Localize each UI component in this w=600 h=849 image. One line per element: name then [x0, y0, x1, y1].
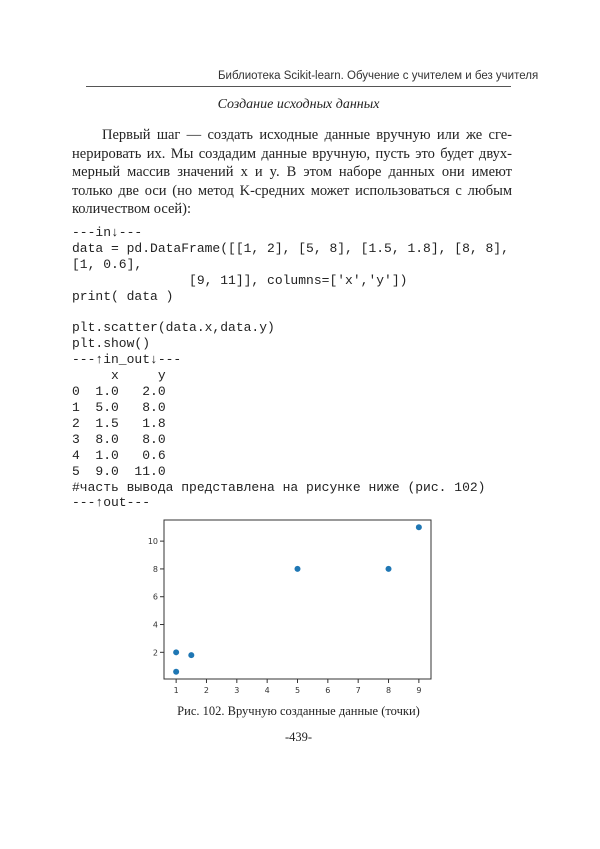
y-tick-label: 10	[147, 537, 158, 547]
code-line: 4 1.0 0.6	[72, 447, 166, 463]
code-line: ---↑out---	[72, 495, 151, 511]
section-title: Создание исходных данных	[217, 97, 380, 112]
code-line: data = pd.DataFrame([[1, 2], [5, 8], [1.5, 1.8], [8, 8],	[72, 240, 509, 256]
x-tick-label: 4	[264, 686, 270, 695]
scatter-chart	[140, 515, 440, 700]
x-tick-label: 8	[385, 686, 392, 695]
x-tick-label: 3	[234, 686, 240, 695]
header-rule	[86, 86, 511, 87]
code-line: 3 8.0 8.0	[72, 431, 166, 447]
code-line: ---↑in_out↓---	[72, 352, 182, 368]
y-tick-label: 2	[152, 648, 158, 658]
x-tick-label: 6	[325, 686, 331, 695]
code-line: plt.scatter(data.x,data.y)	[72, 320, 275, 336]
x-tick-label: 1	[173, 686, 179, 695]
scatter-point	[173, 649, 179, 655]
intro-line: мерный массив значений x и y. В этом наборе данных они имеют	[72, 164, 512, 180]
code-line: [9, 11]], columns=['x','y'])	[72, 272, 408, 288]
y-tick-label: 6	[152, 592, 158, 602]
x-tick-label: 9	[416, 686, 422, 695]
figure-caption: Рис. 102. Вручную созданные данные (точки)	[177, 704, 420, 718]
code-line: 5 9.0 11.0	[72, 463, 166, 479]
y-tick-label: 4	[152, 620, 158, 630]
plot-frame	[164, 520, 431, 679]
code-line: x y	[72, 368, 166, 384]
running-header: Библиотека Scikit-learn. Обучение с учителем и без учителя	[218, 70, 539, 82]
x-tick-label: 7	[355, 686, 361, 695]
intro-line: только две оси (но метод K-средних может использоваться с любым	[72, 182, 512, 199]
y-tick-label: 8	[152, 564, 158, 574]
scatter-point	[295, 566, 301, 572]
intro-paragraph	[72, 126, 512, 219]
intro-line: нерировать их. Мы создадим данные вручную, пусть это будет двух-	[72, 145, 512, 162]
scatter-point	[416, 524, 422, 530]
code-line: ---in↓---	[72, 225, 143, 240]
code-line: 0 1.0 2.0	[72, 384, 166, 400]
x-tick-label: 2	[203, 686, 210, 695]
intro-line: количеством осей):	[72, 201, 192, 217]
scatter-point	[173, 669, 179, 675]
scatter-point	[386, 566, 392, 572]
scatter-point	[188, 652, 194, 658]
page-number: -439-	[284, 730, 313, 744]
code-line: 2 1.5 1.8	[72, 415, 166, 431]
code-line: print( data )	[72, 288, 174, 304]
x-tick-label: 5	[294, 686, 301, 695]
code-line: 1 5.0 8.0	[72, 399, 166, 415]
code-line: plt.show()	[72, 336, 151, 352]
code-line: #часть вывода представлена на рисунке ниже (рис. 102)	[72, 479, 486, 495]
code-line: [1, 0.6],	[72, 256, 143, 272]
code-block	[72, 225, 509, 511]
intro-line: Первый шаг — создать исходные данные вручную или же сге-	[102, 127, 512, 143]
